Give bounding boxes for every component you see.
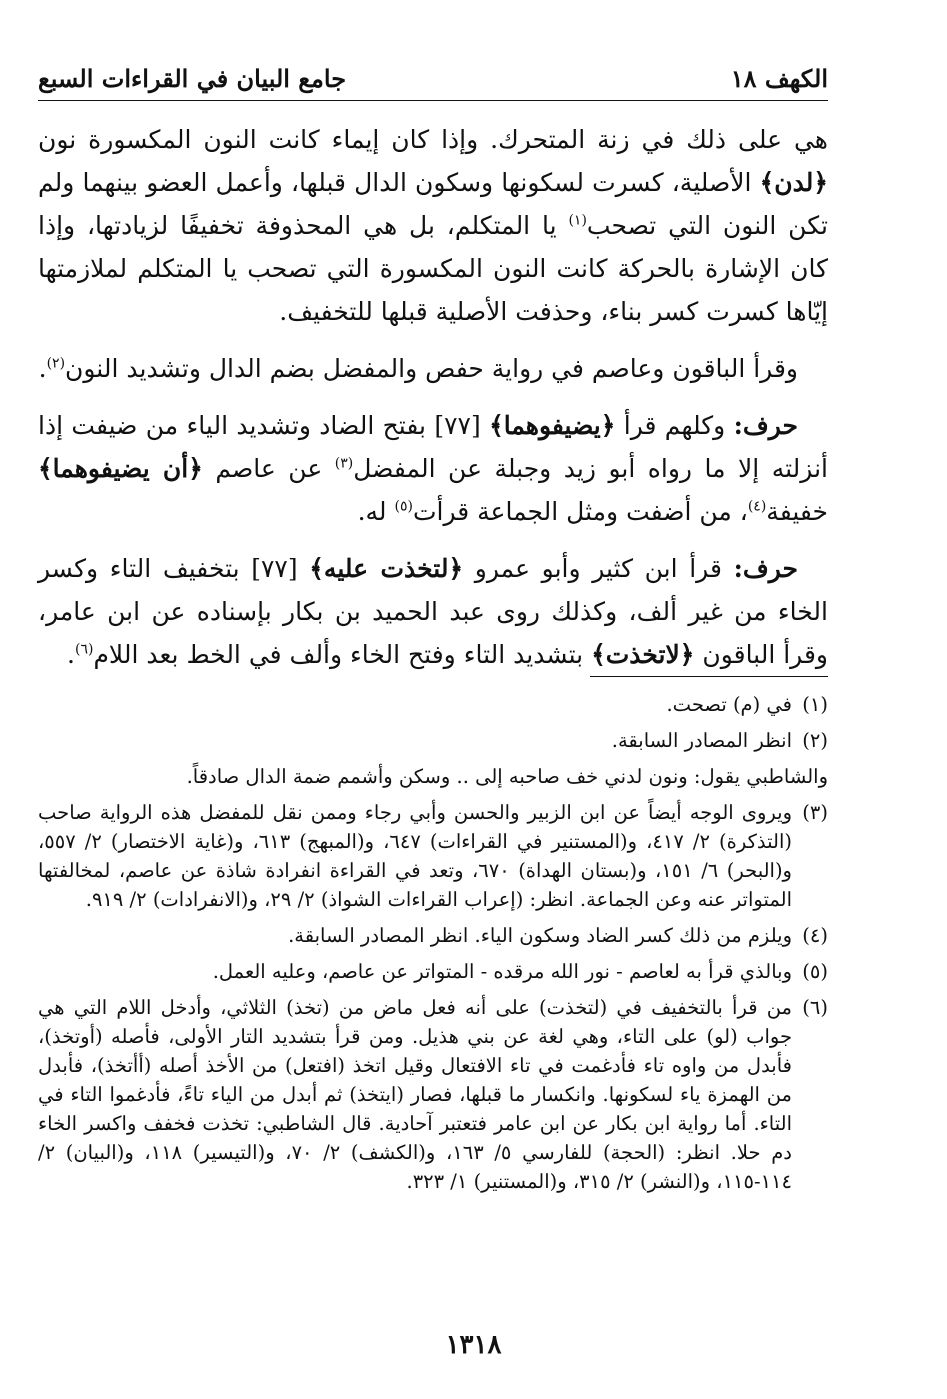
text-run: ، من أضفت ومثل الجماعة قرأت bbox=[412, 497, 748, 526]
footnote-number: (٦) bbox=[802, 996, 828, 1019]
paragraph-2 bbox=[38, 347, 828, 390]
text-run: هي على ذلك في زنة المتحرك. وإذا كان إيماء كانت النون المكسورة نون bbox=[38, 125, 828, 154]
footnote-ref: (٦) bbox=[74, 641, 94, 658]
text-run: [٧٧] بتخفيف التاء وكسر الخاء من غير ألف، وكذلك روى عبد الحميد بن بكار بإسناده عن ابن عامر، وقرأ الباقون bbox=[38, 554, 828, 669]
footnote-text: ويروى الوجه أيضاً عن ابن الزبير والحسن وأبي رجاء وممن نقل للمفضل هذه الرواية صاحب (التذكرة) ٢/ ٤١٧، و(المستنير في القراءات) ٦٤٧، و(المبهج) ٦١٣، و(غاية الاختصار) ٢/ ٥٥٧، و(البحر) ٦/ ١٥١، و(بستان الهداة) ٦٧٠، وتعد في القراءة انفرادة شاذة عن عاصم، لمخالفتها المتواتر عنه وعن الجماعة. انظر: (إعراب القراءات الشواذ) ٢/ ٢٩، و(الانفرادات) ٢/ ٩١٩. bbox=[38, 801, 792, 911]
footnote-item bbox=[38, 798, 828, 914]
footnote-ref: (٢) bbox=[46, 355, 66, 372]
footnote-divider bbox=[590, 676, 828, 677]
footnote-number: (٣) bbox=[802, 801, 828, 824]
text-run: يا المتكلم، بل هي المحذوفة تخفيفًا لزيادتها، وإذا كان الإشارة بالحركة كانت النون المكسورة التي تصحب يا المتكلم لملازمتها إيّاها كسرت كسر بناء، وحذفت الأصلية قبلها للتخفيف. bbox=[38, 211, 828, 326]
footnote-text: في (م) تصحت. bbox=[666, 693, 792, 716]
book-title: جامع البيان في القراءات السبع bbox=[38, 64, 347, 93]
footnote-number: (١) bbox=[802, 693, 828, 716]
footnote-text: والشاطبي يقول: ونون لدني خف صاحبه إلى .. وسكن وأشمم ضمة الدال صادقاً. bbox=[186, 765, 828, 788]
footnote-text: انظر المصادر السابقة. bbox=[611, 729, 792, 752]
text-run: . bbox=[38, 354, 47, 383]
text-run: [٧٧] بفتح الضاد وتشديد الياء من ضيفت إذا أنزلته إلا ما رواه أبو زيد وجبلة عن المفضل bbox=[38, 411, 828, 483]
footnote-ref: (١) bbox=[568, 212, 587, 229]
text-run: قرأ ابن كثير وأبو عمرو bbox=[463, 554, 734, 583]
text-run: خفيفة bbox=[766, 497, 828, 526]
main-text bbox=[38, 118, 828, 690]
paragraph-3 bbox=[38, 404, 828, 533]
page-header bbox=[38, 60, 828, 101]
text-run: وكلهم قرأ bbox=[615, 411, 734, 440]
footnote-text: وبالذي قرأ به لعاصم - نور الله مرقده - المتواتر عن عاصم، وعليه العمل. bbox=[212, 960, 792, 983]
footnote-number: (٢) bbox=[802, 729, 828, 752]
footnotes bbox=[38, 690, 828, 1203]
footnote-number: (٤) bbox=[802, 924, 828, 947]
text-run: . bbox=[67, 640, 75, 669]
footnote-item bbox=[38, 726, 828, 755]
footnote-item bbox=[38, 993, 828, 1196]
footnote-item bbox=[38, 957, 828, 986]
footnote-item bbox=[38, 921, 828, 950]
quran-word: ﴿لدن﴾ bbox=[759, 168, 828, 197]
quran-word: ﴿أن يضيفوهما﴾ bbox=[38, 454, 203, 483]
footnote-ref: (٥) bbox=[394, 498, 413, 515]
footnote-item bbox=[38, 690, 828, 719]
text-run: عن عاصم bbox=[202, 454, 335, 483]
page-number: ١٣١٨ bbox=[445, 1330, 502, 1360]
footnote-continuation bbox=[38, 762, 828, 791]
paragraph-1 bbox=[38, 118, 828, 333]
chapter-heading: الكهف ١٨ bbox=[730, 64, 828, 93]
footnote-ref: (٤) bbox=[747, 498, 767, 515]
footnote-text: من قرأ بالتخفيف في (لتخذت) على أنه فعل ماض من (تخذ) الثلاثي، وأدخل اللام التي هي جواب (لو) على التاء، وهي لغة عن بني هذيل. ومن قرأ بتشديد التار الأولى، فأصله (أوتخذ)، فأبدل من واوه تاء فأدغمت في تاء الافتعال وقيل اتخذ (افتعل) من الأخذ أصله (أأتخذ)، فأبدل من الهمزة ياء لسكونها. وانكسار ما قبلها، فصار (ايتخذ) ثم أبدل من الياء تاءً، فأدغموا التاء في التاء. أما رواية ابن بكار عن ابن عامر فتعتبر آحادية. قال الشاطبي: تخذت فخفف واكسر الخاء دم حلا. انظر: (الحجة) للفارسي ٥/ ١٦٣، و(الكشف) ٢/ ٧٠، و(التيسير) ١١٨، و(البيان) ٢/ ١١٤-١١٥، و(النشر) ٢/ ٣١٥، و(المستنير) ١/ ٣٢٣. bbox=[38, 996, 792, 1193]
quran-word: ﴿لاتخذت﴾ bbox=[591, 640, 695, 669]
text-run: بتشديد التاء وفتح الخاء وألف في الخط بعد اللام bbox=[93, 640, 592, 669]
text-run: الأصلية، كسرت لسكونها وسكون الدال قبلها، وأعمل العضو بينهما ولم تكن النون التي تصحب bbox=[38, 168, 828, 240]
footnote-ref: (٣) bbox=[334, 455, 354, 472]
text-run: وقرأ الباقون وعاصم في رواية حفص والمفضل بضم الدال وتشديد النون bbox=[65, 354, 798, 383]
harf-label: حرف: bbox=[733, 411, 799, 440]
footnote-text: ويلزم من ذلك كسر الضاد وسكون الياء. انظر المصادر السابقة. bbox=[288, 924, 792, 947]
paragraph-4 bbox=[38, 547, 828, 676]
footnote-number: (٥) bbox=[802, 960, 828, 983]
quran-word: ﴿يضيفوهما﴾ bbox=[489, 411, 616, 440]
quran-word: ﴿لتخذت عليه﴾ bbox=[309, 554, 464, 583]
harf-label: حرف: bbox=[733, 554, 798, 583]
text-run: له. bbox=[357, 497, 395, 526]
